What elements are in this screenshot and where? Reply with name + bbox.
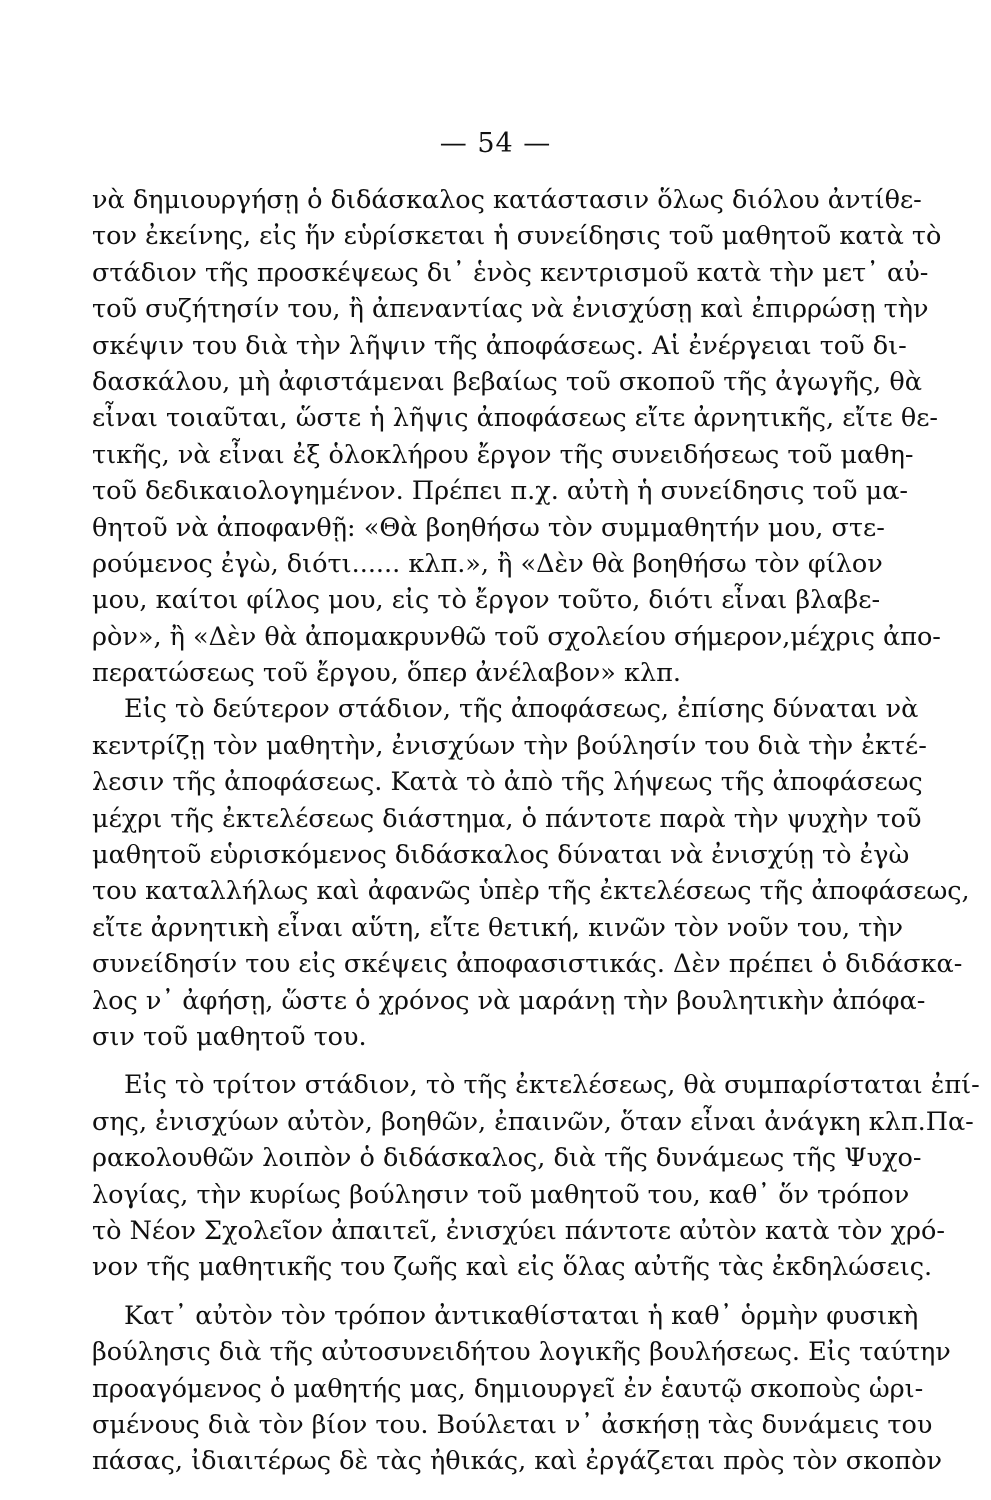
text-line: νὰ δημιουργήσῃ ὁ διδάσκαλος κατάστασιν ὅλως διόλου ἀντίθε- — [92, 185, 922, 215]
text-line: συνείδησίν του εἰς σκέψεις ἀποφασιστικάς. Δὲν πρέπει ὁ διδάσκα- — [92, 949, 963, 980]
text-line: σιν τοῦ μαθητοῦ του. — [92, 1021, 367, 1052]
text-line: κεντρίζῃ τὸν μαθητὴν, ἐνισχύων τὴν βούλησίν του διὰ τὴν ἐκτέ- — [92, 730, 927, 761]
text-line: θητοῦ νὰ ἀποφανθῇ: «Θὰ βοηθήσω τὸν συμμαθητήν μου, στε- — [92, 512, 885, 543]
text-line: λογίας, τὴν κυρίως βούλησιν τοῦ μαθητοῦ του, καθ᾽ ὅν τρόπον — [92, 1179, 910, 1210]
text-line: περατώσεως τοῦ ἔργου, ὅπερ ἀνέλαβον» κλπ. — [92, 658, 681, 689]
text-line: στάδιον τῆς προσκέψεως δι᾽ ἑνὸς κεντρισμοῦ κατὰ τὴν μετ᾽ αὐ- — [92, 257, 929, 288]
text-line: τον ἐκείνης, εἰς ἥν εὑρίσκεται ἡ συνείδησις τοῦ μαθητοῦ κατὰ τὸ — [92, 221, 942, 252]
text-line: τοῦ δεδικαιολογημένον. Πρέπει π.χ. αὐτὴ ἡ συνείδησις τοῦ μα- — [92, 476, 909, 507]
text-line: λος ν᾽ ἀφήσῃ, ὥστε ὁ χρόνος νὰ μαράνῃ τὴν βουλητικὴν ἀπόφα- — [92, 985, 926, 1016]
text-line: δασκάλου, μὴ ἀφιστάμεναι βεβαίως τοῦ σκοποῦ τῆς ἀγωγῆς, θὰ — [92, 366, 922, 397]
text-line: εἴτε ἀρνητικὴ εἶναι αὕτη, εἴτε θετική, κινῶν τὸν νοῦν του, τὴν — [92, 912, 904, 943]
paragraph-start-line: Κατ᾽ αὐτὸν τὸν τρόπον ἀντικαθίσταται ἡ καθ᾽ ὁρμὴν φυσικὴ — [124, 1300, 919, 1331]
text-line: ρὸν», ἢ «Δὲν θὰ ἀπομακρυνθῶ τοῦ σχολείου σήμερον,μέχρις ἀπο- — [92, 621, 941, 652]
text-line: ρακολουθῶν λοιπὸν ὁ διδάσκαλος, διὰ τῆς δυνάμεως τῆς Ψυχο- — [92, 1143, 922, 1174]
text-line: τὸ Νέον Σχολεῖον ἀπαιτεῖ, ἐνισχύει πάντοτε αὐτὸν κατὰ τὸν χρό- — [92, 1215, 946, 1246]
text-line: τικῆς, νὰ εἶναι ἐξ ὁλοκλήρου ἔργον τῆς συνειδήσεως τοῦ μαθη- — [92, 439, 914, 470]
text-line: νον τῆς μαθητικῆς του ζωῆς καὶ εἰς ὅλας αὐτῆς τὰς ἐκδηλώσεις. — [92, 1252, 933, 1283]
page-number: — 54 — — [439, 128, 552, 159]
body-text — [92, 182, 980, 1480]
text-line: τοῦ συζήτησίν του, ἢ ἀπεναντίας νὰ ἐνισχύσῃ καὶ ἐπιρρώσῃ τὴν — [92, 294, 929, 325]
text-line: του καταλλήλως καὶ ἀφανῶς ὑπὲρ τῆς ἐκτελέσεως τῆς ἀποφάσεως, — [92, 876, 970, 907]
paragraph-start-line: Εἰς τὸ τρίτον στάδιον, τὸ τῆς ἐκτελέσεως, θὰ συμπαρίσταται ἐπί- — [124, 1070, 980, 1101]
text-line: βούλησις διὰ τῆς αὐτοσυνειδήτου λογικῆς βουλήσεως. Εἰς ταύτην — [92, 1337, 951, 1368]
text-line: πάσας, ἰδιαιτέρως δὲ τὰς ἠθικάς, καὶ ἐργάζεται πρὸς τὸν σκοπὸν — [92, 1446, 943, 1477]
text-line: μαθητοῦ εὑρισκόμενος διδάσκαλος δύναται νὰ ἐνισχύῃ τὸ ἐγὼ — [92, 840, 910, 871]
paragraph-start-line: Εἰς τὸ δεύτερον στάδιον, τῆς ἀποφάσεως, ἐπίσης δύναται νὰ — [124, 694, 919, 725]
text-line: μου, καίτοι φίλος μου, εἰς τὸ ἔργον τοῦτο, διότι εἶναι βλαβε- — [92, 585, 881, 616]
text-line: ρούμενος ἐγὼ, διότι...... κλπ.», ἢ «Δὲν θὰ βοηθήσω τὸν φίλον — [92, 548, 883, 579]
text-line: λεσιν τῆς ἀποφάσεως. Κατὰ τὸ ἀπὸ τῆς λήψεως τῆς ἀποφάσεως — [92, 767, 923, 798]
text-line: σκέψιν του διὰ τὴν λῆψιν τῆς ἀποφάσεως. Αἱ ἐνέργειαι τοῦ δι- — [92, 330, 907, 361]
text-line: μέχρι τῆς ἐκτελέσεως διάστημα, ὁ πάντοτε παρὰ τὴν ψυχὴν τοῦ — [92, 803, 922, 834]
text-line: σης, ἐνισχύων αὐτὸν, βοηθῶν, ἐπαινῶν, ὅταν εἶναι ἀνάγκη κλπ.Πα- — [92, 1106, 974, 1137]
text-line: σμένους διὰ τὸν βίον του. Βούλεται ν᾽ ἀσκήσῃ τὰς δυνάμεις του — [92, 1409, 933, 1440]
text-line: προαγόμενος ὁ μαθητής μας, δημιουργεῖ ἐν ἑαυτῷ σκοποὺς ὡρι- — [92, 1373, 924, 1404]
text-line: εἶναι τοιαῦται, ὥστε ἡ λῆψις ἀποφάσεως εἴτε ἀρνητικῆς, εἴτε θε- — [92, 403, 939, 434]
